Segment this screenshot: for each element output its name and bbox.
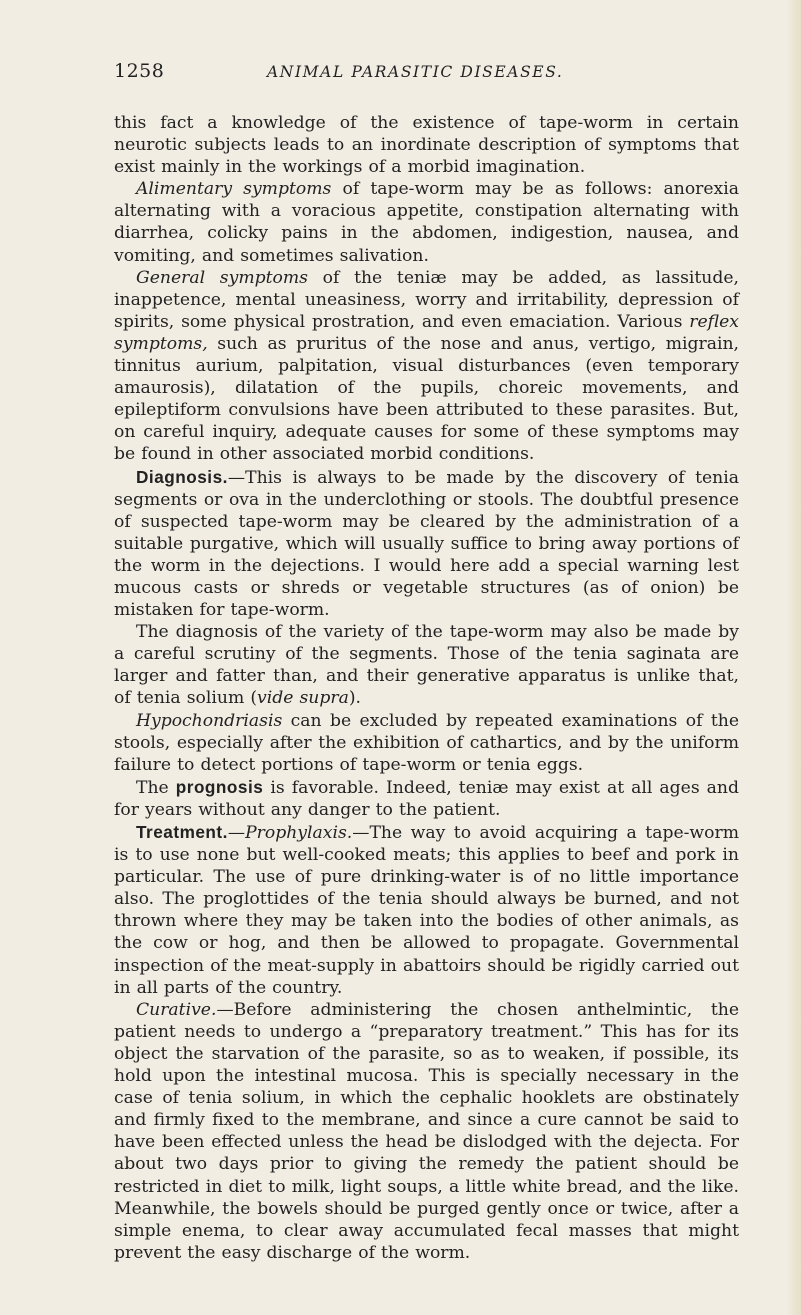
paragraph-treatment: [114, 821, 739, 999]
paragraph-text: such as pruritus of the nose and anus, vertigo, migrain, tinnitus aurium, palpitation, visual disturbances (even temporary amaurosis), dilatation of the pupils, choreic movements, and epileptiform convulsions have been attributed to these parasites. But, on careful inquiry, adequate causes for some of these symptoms may be found in other associated morbid conditions.: [114, 333, 739, 465]
paragraph-text: —Before administering the chosen anthelmintic, the patient needs to undergo a “preparatory treatment.” This has for its object the starvation of the parasite, so as to weaken, if possible, its hold upon the intestinal mucosa. This is specially necessary in the case of tenia solium, in which the cephalic hooklets are obstinately and firmly fixed to the membrane, and since a cure cannot be said to have been effected unless the head be dislodged with the dejecta. For about two days prior to giving the remedy the patient should be restricted in diet to milk, light soups, a little white bread, and the like. Meanwhile, the bowels should be purged gently once or twice, after a simple enema, to clear away accumulated fecal masses that might prevent the easy discharge of the worm.: [114, 999, 739, 1263]
paragraph-text: —: [227, 823, 246, 843]
paragraph-text: can be excluded by repeated examinations of the stools, especially after the exhibition of cathartics, and by the uniform failure to detect portions of tape-worm or tenia eggs.: [114, 710, 739, 775]
paragraph-intro: [114, 112, 739, 178]
paragraph-text: The: [136, 777, 176, 798]
paragraph-hypochondriasis: [114, 710, 739, 776]
page-number: 1258: [114, 60, 165, 82]
italic-term: Alimentary symptoms: [136, 179, 332, 200]
body-text: [114, 112, 739, 1264]
paragraph-general-symptoms: [114, 267, 739, 466]
section-heading-prognosis: prognosis: [175, 776, 264, 797]
paragraph-text: is favorable. Indeed, teniæ may exist at all ages and for years without any danger to the patient.: [114, 777, 739, 820]
italic-term: reflex symptoms,: [114, 311, 739, 354]
paragraph-text: ).: [348, 688, 362, 709]
paragraph-text: —The way to avoid acquiring a tape-worm is to use none but well-cooked meats; this applies to beef and pork in particular. The use of pure drinking-water is of no little importance also. The proglottides of the tenia should always be burned, and not thrown where they may be taken into the bodies of other animals, as the cow or hog, and then be allowed to propagate. Governmental inspection of the meat-supply in abattoirs should be rigidly carried out in all parts of the country.: [114, 823, 739, 998]
paragraph-text: The diagnosis of the variety of the tape-worm may also be made by a careful scrutiny of the segments. Those of the tenia saginata are larger and fatter than, and their generative apparatus is unlike that, of tenia solium (: [114, 622, 739, 709]
page-edge: [787, 0, 801, 1315]
page-header: [114, 60, 729, 90]
paragraph-alimentary-symptoms: [114, 178, 739, 266]
paragraph-text: —This is always to be made by the discovery of tenia segments or ova in the underclothing or stools. The doubtful presence of suspected tape-worm may be cleared by the administration of a suitable purgative, which will usually suffice to bring away portions of the worm in the dejections. I would here add a special warning lest mucous casts or shreds or vegetable structures (as of onion) be mistaken for tape-worm.: [114, 467, 739, 621]
italic-term: Prophylaxis.: [245, 823, 353, 843]
section-heading-diagnosis: Diagnosis.: [136, 466, 228, 487]
paragraph-diagnosis: [114, 466, 739, 622]
paragraph-text: this fact a knowledge of the existence of tape-worm in certain neurotic subjects leads to an inordinate description of symptoms that exist mainly in the workings of a morbid imagination.: [114, 113, 739, 178]
paragraph-variety-diagnosis: [114, 621, 739, 709]
italic-term: Curative.: [136, 999, 217, 1020]
paragraph-prognosis: [114, 776, 739, 821]
section-heading-treatment: Treatment.: [136, 822, 228, 842]
italic-term: vide supra: [257, 688, 349, 709]
paragraph-text: of the teniæ may be added, as lassitude, inappetence, mental uneasiness, worry and irritability, depression of spirits, some physical prostration, and even emaciation. Various: [114, 267, 740, 332]
italic-term: General symptoms: [136, 267, 308, 288]
paragraph-text: of tape-worm may be as follows: anorexia alternating with a voracious appetite, constipation alternating with diarrhea, colicky pains in the abdomen, indigestion, nausea, and vomiting, and sometimes salivation.: [114, 179, 739, 266]
paragraph-curative: [114, 999, 739, 1264]
italic-term: Hypochondriasis: [136, 710, 283, 731]
running-head: ANIMAL PARASITIC DISEASES.: [267, 63, 564, 81]
